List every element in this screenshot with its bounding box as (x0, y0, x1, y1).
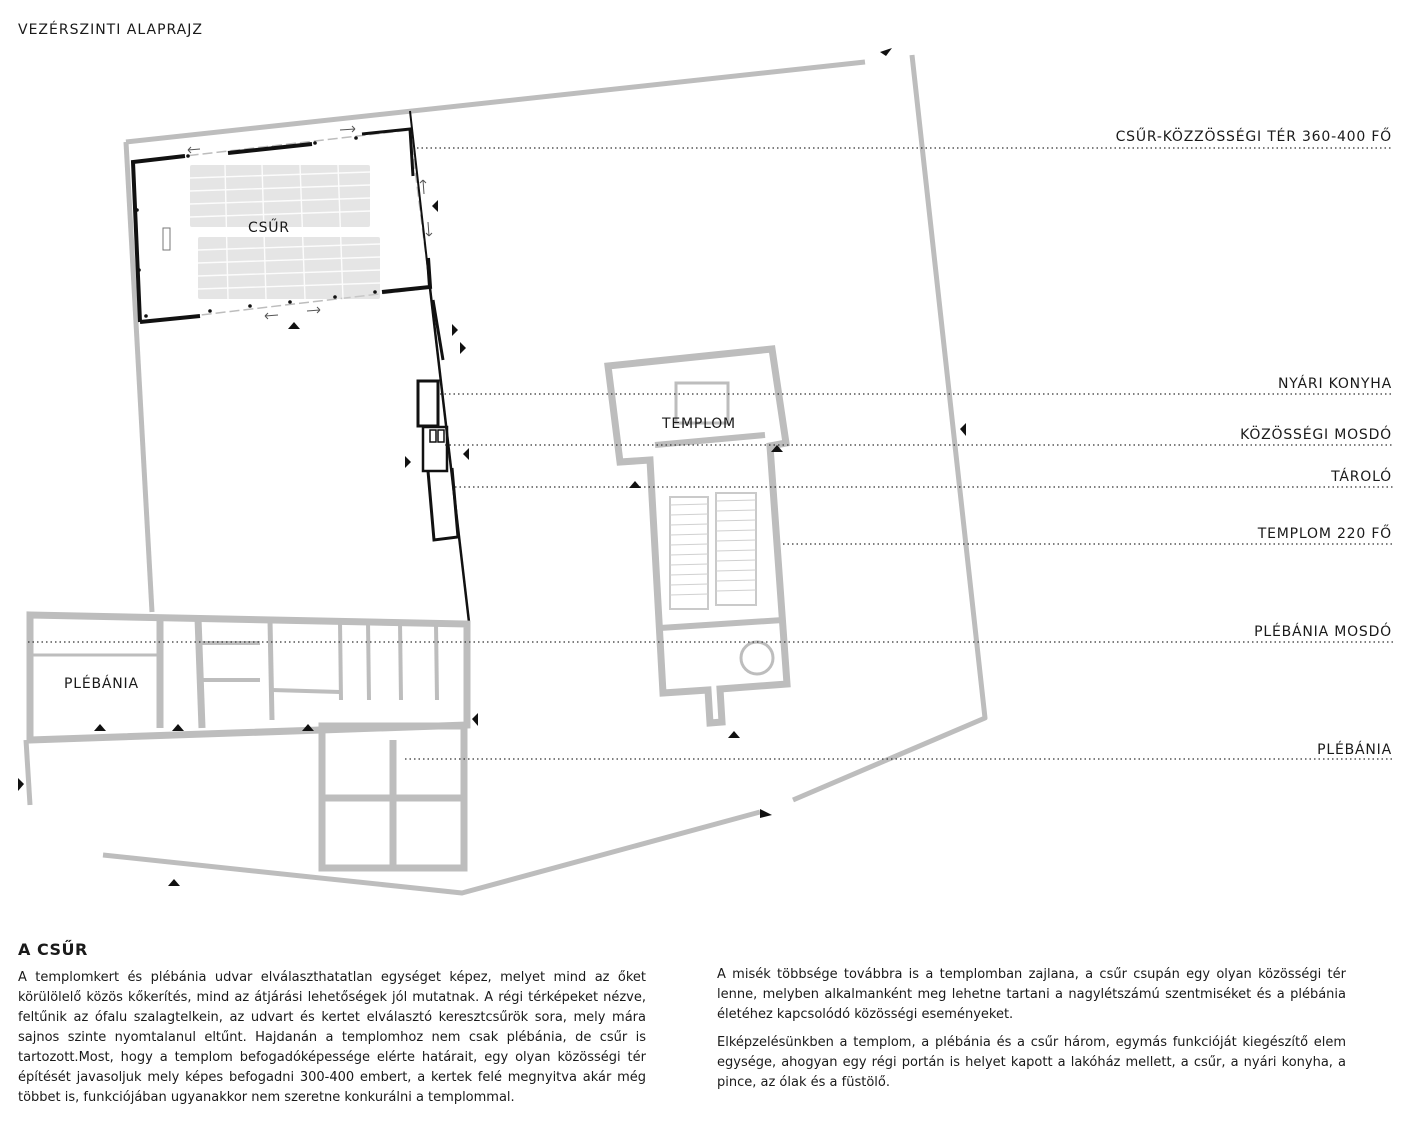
entrance-arrow-icon (463, 448, 469, 460)
paragraph: A misék többsége továbbra is a templomban zajlana, a csűr csupán egy olyan közösségi tér lenne, melyben alkalmanként meg lehetne tartani a nagylétszámú szentmiséket és a plébánia életéhez kapcsolódó közösségi eseményeket. (717, 967, 1346, 1022)
paragraph: Elképzelésünkben a templom, a plébánia és a csűr három, egymás funkcióját kiegészítő elem egysége, ahogyan egy régi portán is helyet kapott a lakóház mellett, a csűr, a nyári konyha, a pince, az ólak és a füstölő. (717, 1035, 1346, 1090)
entrance-arrow-icon (460, 342, 466, 354)
callout-plebania-mosdo: PLÉBÁNIA MOSDÓ (1254, 624, 1392, 640)
callout-plebania: PLÉBÁNIA (1317, 742, 1392, 758)
text-column-right (717, 965, 1346, 1101)
entrance-arrow-icon (960, 423, 966, 436)
plan-title: VEZÉRSZINTI ALAPRAJZ (18, 22, 203, 38)
church-pews (670, 500, 756, 595)
callout-kozossegi-mosdo: KÖZÖSSÉGI MOSDÓ (1240, 427, 1392, 443)
entrance-markers (18, 48, 966, 886)
entrance-arrow-icon (432, 200, 438, 212)
label-plebania: PLÉBÁNIA (64, 676, 139, 692)
callout-nyari-konyha: NYÁRI KONYHA (1278, 376, 1392, 392)
entrance-arrow-icon (94, 724, 106, 731)
site-boundary-wall (26, 55, 985, 893)
callout-templom: TEMPLOM 220 FŐ (1257, 526, 1392, 542)
barn-building (133, 111, 432, 322)
entrance-arrow-icon (760, 809, 772, 818)
entrance-arrow-icon (288, 322, 300, 329)
entrance-arrow-icon (452, 324, 458, 336)
entrance-arrow-icon (472, 713, 478, 726)
section-heading: A CSŰR (18, 940, 88, 959)
label-csur: CSŰR (248, 220, 290, 236)
entrance-arrow-icon (405, 456, 411, 468)
label-templom: TEMPLOM (662, 416, 736, 432)
text-column-left (18, 968, 646, 1116)
entrance-arrow-icon (172, 724, 184, 731)
entrance-arrow-icon (880, 48, 892, 56)
callout-csur: CSŰR-KÖZZÖSSÉGI TÉR 360-400 FŐ (1115, 129, 1392, 145)
entrance-arrow-icon (18, 778, 24, 791)
paragraph: A templomkert és plébánia udvar elválaszthatatlan egységet képez, melyet mind az őket körülölelő közös kőkerítés, mind az átjárási lehetőségek jól mutatnak. A régi térképeket nézve, feltűnik az ófalu szalagtelkein, az udvart és kertet elválasztó keresztcsűrök sora, mely mára sajnos szinte nyomtalanul eltűnt. Hajdanán a templomhoz nem csak plébánia, de csűr is tartozott.Most, hogy a templom befogadóképessége elérte határait, egy olyan közösségi tér építését javasoljuk mely képes befogadni 300-400 embert, a kertek felé megnyitva akár még többet is, funkciójában ugyanakkor nem szeretne konkurálni a templommal. (18, 970, 646, 1105)
entrance-arrow-icon (629, 481, 641, 488)
callout-tarolo: TÁROLÓ (1331, 469, 1392, 485)
church-building (608, 349, 787, 723)
parish-building (30, 615, 467, 868)
entrance-arrow-icon (168, 879, 180, 886)
entrance-arrow-icon (728, 731, 740, 738)
annex-rooms (418, 288, 469, 622)
